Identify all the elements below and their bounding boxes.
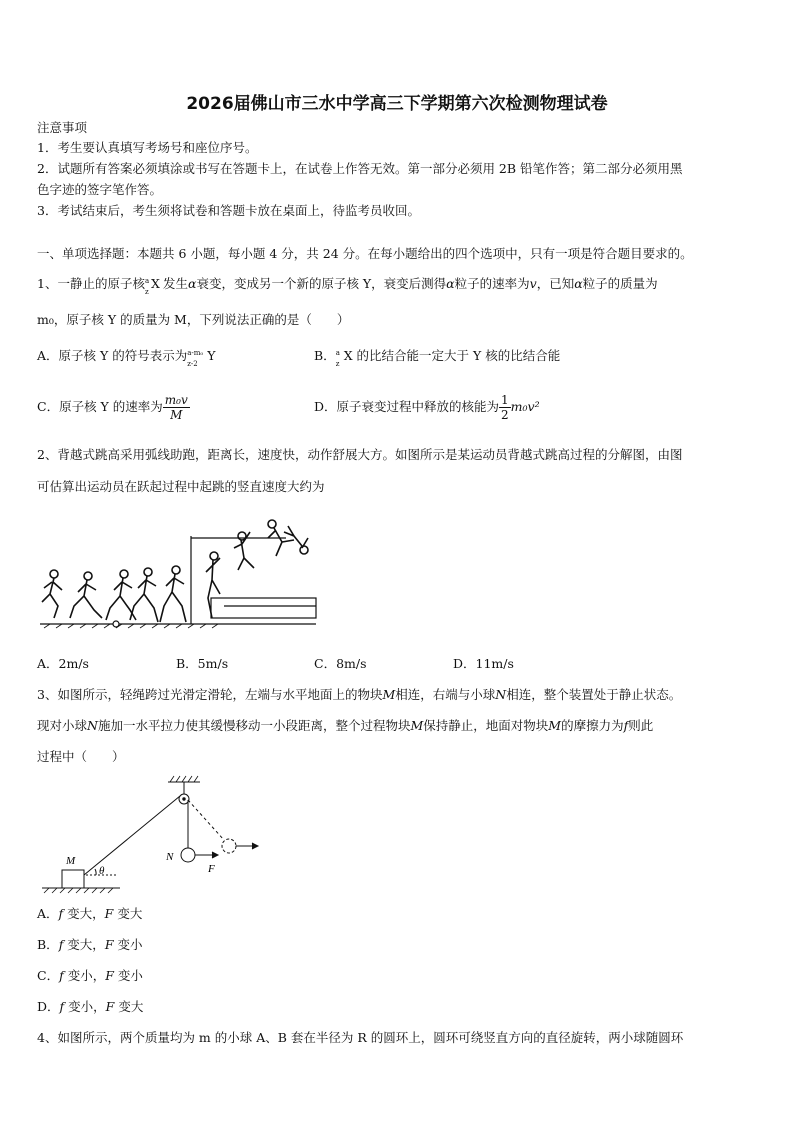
- ball: [113, 621, 119, 627]
- notice-item: 1．考生要认真填写考场号和座位序号。: [37, 140, 258, 155]
- question-3-stem-2: 现对小球N施加一水平拉力使其缓慢移动一小段距离，整个过程物块M保持静止，地面对物块M的摩擦力为f则此: [37, 718, 654, 733]
- label-m: M: [66, 855, 76, 867]
- q1-option-d: D．原子衰变过程中释放的核能为 $\frac{1}{2}$ m₀v²: [314, 393, 540, 422]
- athlete-sequence: [42, 520, 308, 622]
- q3-option-d: D．f 变小，F 变大: [37, 999, 144, 1014]
- nuclide-symbol: a z: [335, 349, 340, 368]
- question-3-stem: 3、如图所示，轻绳跨过光滑定滑轮，左端与水平地面上的物块M相连，右端与小球N相连，整个装置处于静止状态。: [37, 687, 682, 702]
- nuclide-symbol: a z X: [144, 276, 160, 296]
- q1-option-c: C．原子核 Y 的速率为 $\frac{\text{m₀v}}{M}$: [37, 393, 188, 422]
- high-jump-figure: [36, 518, 322, 636]
- notice-item: 色字迹的签字笔作答。: [37, 182, 163, 197]
- ball-n-new: [222, 839, 236, 853]
- notice-item: 2．试题所有答案必须填涂或书写在答题卡上，在试卷上作答无效。第一部分必须用 2B 铅笔作答；第二部分必须用黑: [37, 161, 683, 176]
- question-2-stem: 2、背越式跳高采用弧线助跑，距离长，速度快，动作舒展大方。如图所示是某运动员背越式跳高过程的分解图，由图: [37, 447, 683, 462]
- q2-option-a: A．2m/s: [37, 656, 89, 671]
- q3-option-b: B．f 变大，F 变小: [37, 937, 143, 952]
- q3-option-a: A．f 变大，F 变大: [37, 906, 143, 921]
- label-theta: θ: [99, 865, 105, 877]
- label-f: F: [208, 863, 215, 875]
- label-n: N: [166, 851, 174, 863]
- nuclide-symbol: a-m₀ z-2 Y: [187, 348, 216, 368]
- question-1-stem: 1、一静止的原子核 a z X 发生α衰变，变成另一个新的原子核 Y，衰变后测得α粒子的速率为v，已知α粒子的质量为: [37, 276, 658, 296]
- q1-option-a: A．原子核 Y 的符号表示为 a-m₀ z-2 Y: [37, 348, 223, 364]
- block-m: [62, 870, 84, 888]
- question-3-stem-3: 过程中（ ）: [37, 749, 125, 764]
- question-2-stem-2: 可估算出运动员在跃起过程中起跳的竖直速度大约为: [37, 479, 325, 494]
- q3-option-c: C．f 变小，F 变小: [37, 968, 143, 983]
- rope-left: [84, 796, 180, 875]
- ball-n: [181, 848, 195, 862]
- page-title: 2026届佛山市三水中学高三下学期第六次检测物理试卷: [186, 94, 608, 114]
- q1-text: 1、一静止的原子核: [37, 276, 145, 291]
- notice-heading: 注意事项: [37, 120, 88, 135]
- fraction: $\frac{1}{2}$: [501, 393, 509, 422]
- pulley-figure: [38, 772, 268, 898]
- notice-item: 3．考试结束后，考生须将试卷和答题卡放在桌面上，待监考员收回。: [37, 203, 420, 218]
- q2-option-d: D．11m/s: [453, 656, 514, 671]
- q1-option-b: B． a z X 的比结合能一定大于 Y 核的比结合能: [314, 348, 561, 368]
- section-heading: 一、单项选择题：本题共 6 小题，每小题 4 分，共 24 分。在每小题给出的四个选项中，只有一项是符合题目要求的。: [37, 246, 693, 261]
- question-1-stem-2: m₀，原子核 Y 的质量为 M，下列说法正确的是（ ）: [37, 312, 350, 327]
- q2-option-c: C．8m/s: [314, 656, 367, 671]
- rope-dashed: [188, 800, 224, 840]
- landing-mat: [211, 598, 316, 618]
- fraction: $\frac{\text{m₀v}}{M}$: [164, 393, 188, 422]
- q2-option-b: B．5m/s: [176, 656, 229, 671]
- question-4-stem: 4、如图所示，两个质量均为 m 的小球 A、B 套在半径为 R 的圆环上，圆环可绕竖直方向的直径旋转，两小球随圆环: [37, 1030, 684, 1045]
